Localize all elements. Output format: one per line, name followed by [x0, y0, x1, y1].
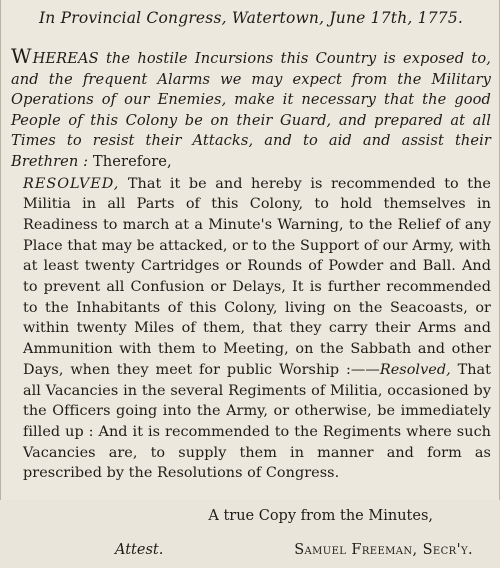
drop-cap: W [11, 44, 33, 68]
true-copy-line: A true Copy from the Minutes, [208, 508, 433, 525]
resolution-text-1: That it be and hereby is recommended to the Militia in all Parts of this Colony, to hold themselves in Readiness to march at a Minute's Warning, to the Relief of any Place that may be attacked, or to the Support of our Army, with at least twenty Cartridges or Rounds of Powder and Ball. And to prevent all Confusion or Delays, It is further recommended to the Inhabitants of this Colony, living on the Seacoasts, or within twenty Miles of them, that they carry their Arms and Ammunition with them to Meeting, on the Sabbath and other Days, when they meet for public Worship :—— [23, 175, 492, 378]
resolved-heading: RESOLVED, [23, 175, 120, 192]
preamble-paragraph [11, 46, 491, 173]
resolved-inline: Resolved, [379, 361, 451, 378]
therefore-word: Therefore, [92, 152, 172, 170]
document-header: In Provincial Congress, Watertown, June 17th, 1775. [38, 9, 464, 27]
attestation-line [11, 542, 491, 568]
preamble-text: HEREAS the hostile Incursions this Country is exposed to, and the frequent Alarms we may expect from the Military Operations of our Enemies, make it necessary that the good People of this Colony be on their Guard, and prepared at all Times to resist their Attacks, and to aid and assist their Brethren : [11, 50, 491, 170]
attest-label: Attest. [115, 542, 164, 559]
resolution-text-2: That all Vacancies in the several Regiments of Militia, occasioned by the Officers going into the Army, or otherwise, be immediately filled up : And it is recommended to the Regiments where such Vacancies are, to supply them in manner and form as prescribed by the Resolutions of Congress. [23, 361, 492, 482]
resolution-paragraph [11, 174, 491, 485]
secretary-signature: Samuel Freeman, Secr'y. [294, 542, 473, 559]
